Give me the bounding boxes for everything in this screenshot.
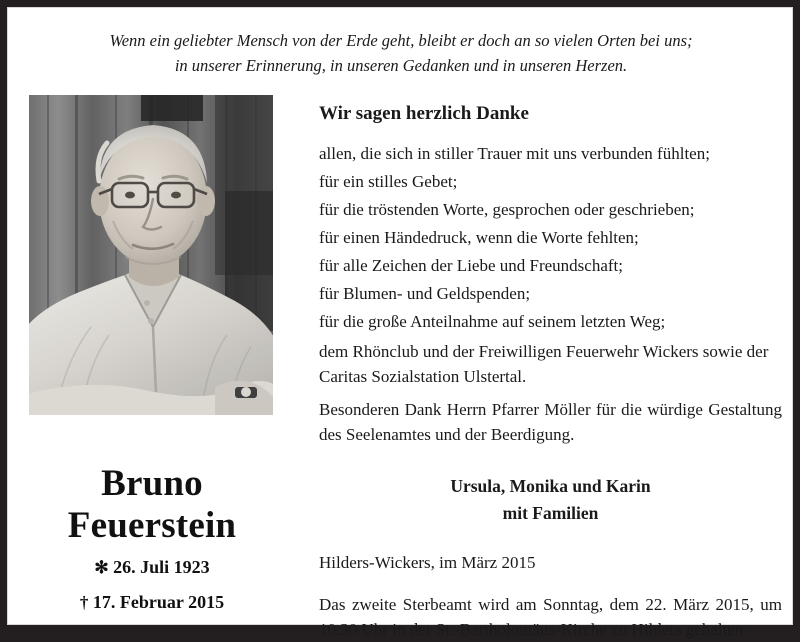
list-item: für ein stilles Gebet;	[319, 172, 458, 191]
deceased-name-block	[24, 463, 280, 617]
death-date: 17. Februar 2015	[92, 592, 225, 612]
memorial-verse	[48, 28, 754, 78]
family-signature	[319, 473, 782, 527]
list-item: allen, die sich in stiller Trauer mit uns verbunden fühlten;	[319, 144, 710, 163]
family-suffix: mit Familien	[502, 503, 599, 523]
list-item: für einen Händedruck, wenn die Worte fehlten;	[319, 228, 639, 247]
birth-date-line	[24, 553, 280, 582]
portrait-image	[29, 95, 273, 415]
thanks-organizations: dem Rhönclub und der Freiwilligen Feuerwehr Wickers sowie der Caritas Sozialstation Ulstertal.	[319, 342, 769, 386]
thanks-special: Besonderen Dank Herrn Pfarrer Möller für die würdige Gestaltung des Seelenamtes und der Beerdigung.	[319, 400, 782, 444]
verse-line-2: in unserer Erinnerung, in unseren Gedanken und in unseren Herzen.	[174, 56, 628, 75]
obituary-card	[7, 7, 793, 639]
cross-icon: †	[79, 593, 89, 612]
portrait-photo	[29, 95, 273, 415]
death-date-line	[24, 588, 280, 617]
thanks-column	[319, 102, 782, 642]
thanks-list	[319, 140, 782, 336]
list-item: für alle Zeichen der Liebe und Freundschaft;	[319, 256, 623, 275]
list-item: für die große Anteilnahme auf seinem letzten Weg;	[319, 312, 666, 331]
last-name: Feuerstein	[67, 505, 237, 546]
verse-line-1: Wenn ein geliebter Mensch von der Erde geht, bleibt er doch an so vielen Orten bei uns;	[109, 31, 693, 50]
birth-date: 26. Juli 1923	[113, 557, 210, 577]
list-item: für die tröstenden Worte, gesprochen oder geschrieben;	[319, 200, 695, 219]
thanks-heading: Wir sagen herzlich Danke	[319, 103, 529, 124]
first-name: Bruno	[101, 463, 203, 504]
service-notice: Das zweite Sterbeamt wird am Sonntag, dem 22. März 2015, um 10.30 Uhr in der St.-Bartholomäus-Kirche zu Hilders gehalten.	[319, 595, 782, 639]
birth-star-icon: ✻	[94, 558, 109, 577]
place-and-date: Hilders-Wickers, im März 2015	[319, 553, 536, 572]
list-item: für Blumen- und Geldspenden;	[319, 284, 531, 303]
family-names: Ursula, Monika und Karin	[450, 476, 651, 496]
